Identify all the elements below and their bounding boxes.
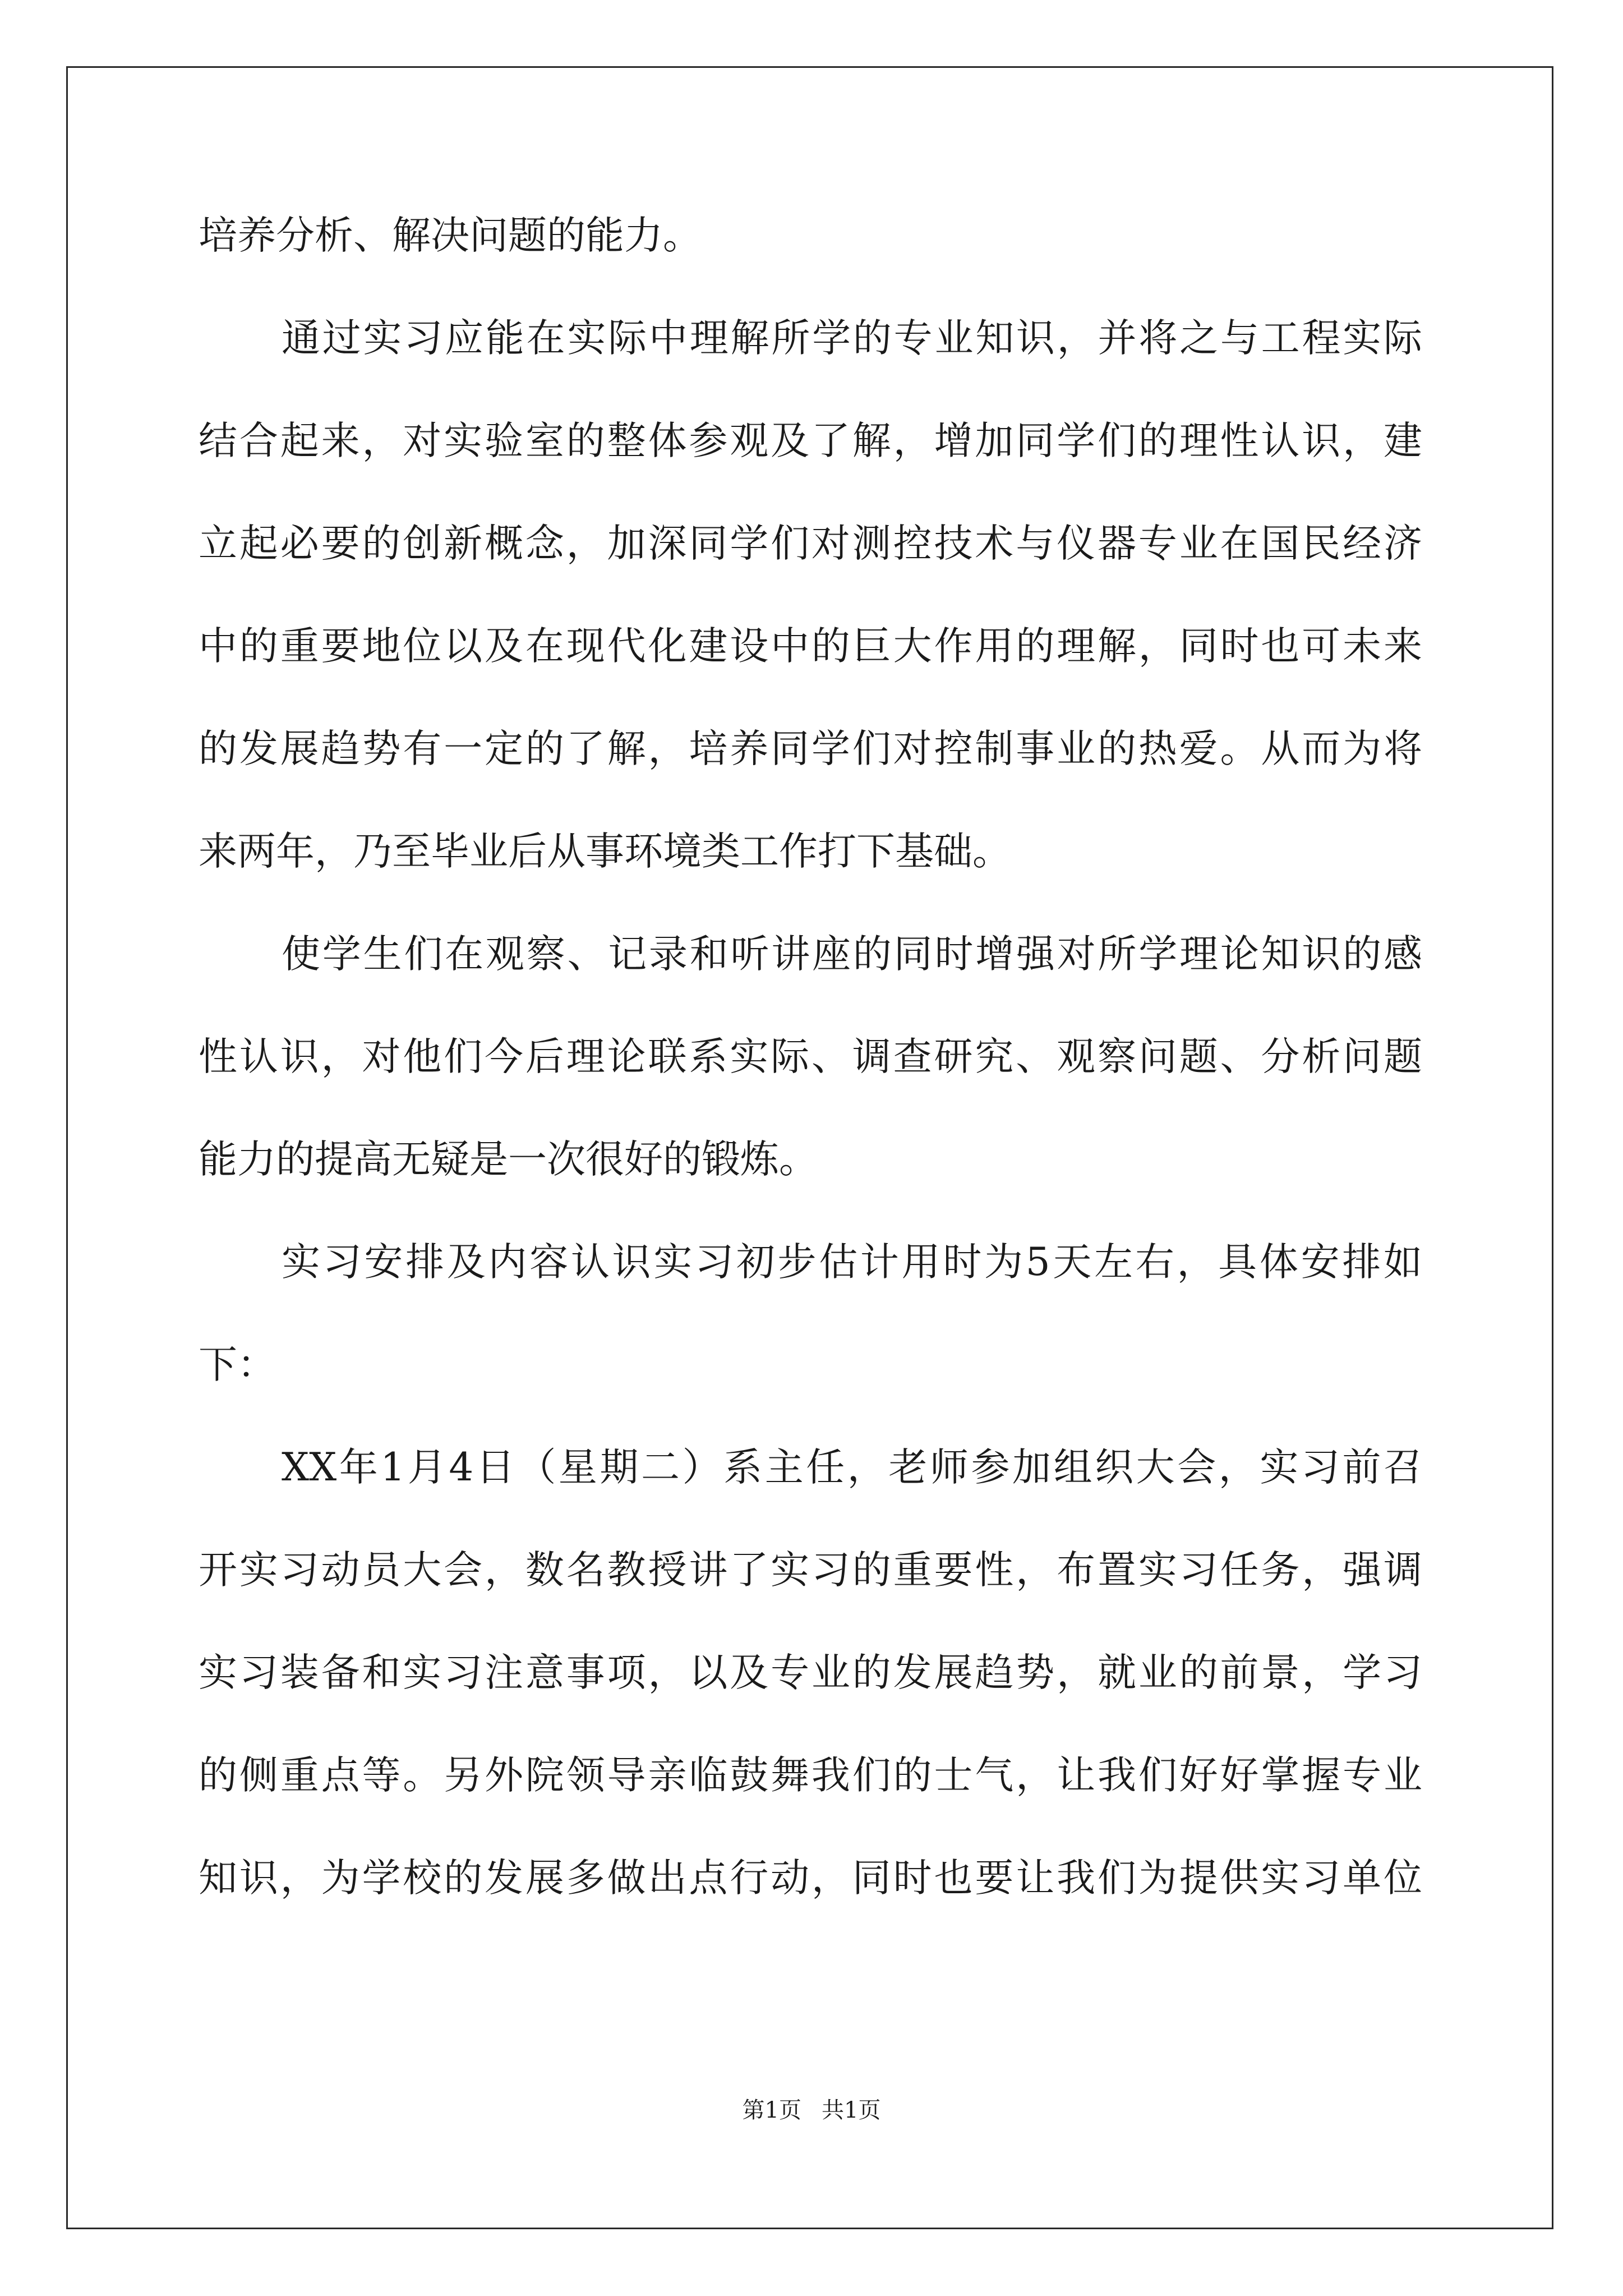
text-line: 结合起来，对实验室的整体参观及了解，增加同学们的理性认识，建 — [199, 418, 1422, 463]
text-line: 实习装备和实习注意事项，以及专业的发展趋势，就业的前景，学习 — [199, 1650, 1422, 1695]
text-line: 能力的提高无疑是一次很好的锻炼。 — [199, 1137, 818, 1182]
text-line: 立起必要的创新概念，加深同学们对测控技术与仪器专业在国民经济 — [199, 521, 1422, 566]
text-line: 通过实习应能在实际中理解所学的专业知识，并将之与工程实际 — [282, 316, 1422, 361]
text-line: 培养分析、解决问题的能力。 — [199, 213, 702, 258]
text-line: 中的重要地位以及在现代化建设中的巨大作用的理解，同时也可未来 — [199, 624, 1422, 669]
text-line: 性认识，对他们今后理论联系实际、调查研究、观察问题、分析问题 — [199, 1034, 1422, 1079]
text-line: 使学生们在观察、记录和听讲座的同时增强对所学理论知识的感 — [282, 932, 1422, 977]
text-line: 下： — [199, 1342, 276, 1387]
text-line: 知识，为学校的发展多做出点行动，同时也要让我们为提供实习单位 — [199, 1856, 1422, 1901]
text-line: XX年1月4日（星期二）系主任，老师参加组织大会，实习前召 — [282, 1445, 1422, 1490]
page-number-current: 第1页 — [742, 2097, 801, 2123]
page-footer — [0, 2093, 1623, 2127]
text-line: 开实习动员大会，数名教授讲了实习的重要性，布置实习任务，强调 — [199, 1548, 1422, 1593]
page-number-total: 共1页 — [822, 2097, 881, 2123]
text-line: 的发展趋势有一定的了解，培养同学们对控制事业的热爱。从而为将 — [199, 726, 1422, 771]
text-line: 实习安排及内容认识实习初步估计用时为5天左右，具体安排如 — [282, 1240, 1422, 1285]
text-line: 的侧重点等。另外院领导亲临鼓舞我们的士气，让我们好好掌握专业 — [199, 1753, 1422, 1798]
text-line: 来两年，乃至毕业后从事环境类工作打下基础。 — [199, 829, 1011, 874]
